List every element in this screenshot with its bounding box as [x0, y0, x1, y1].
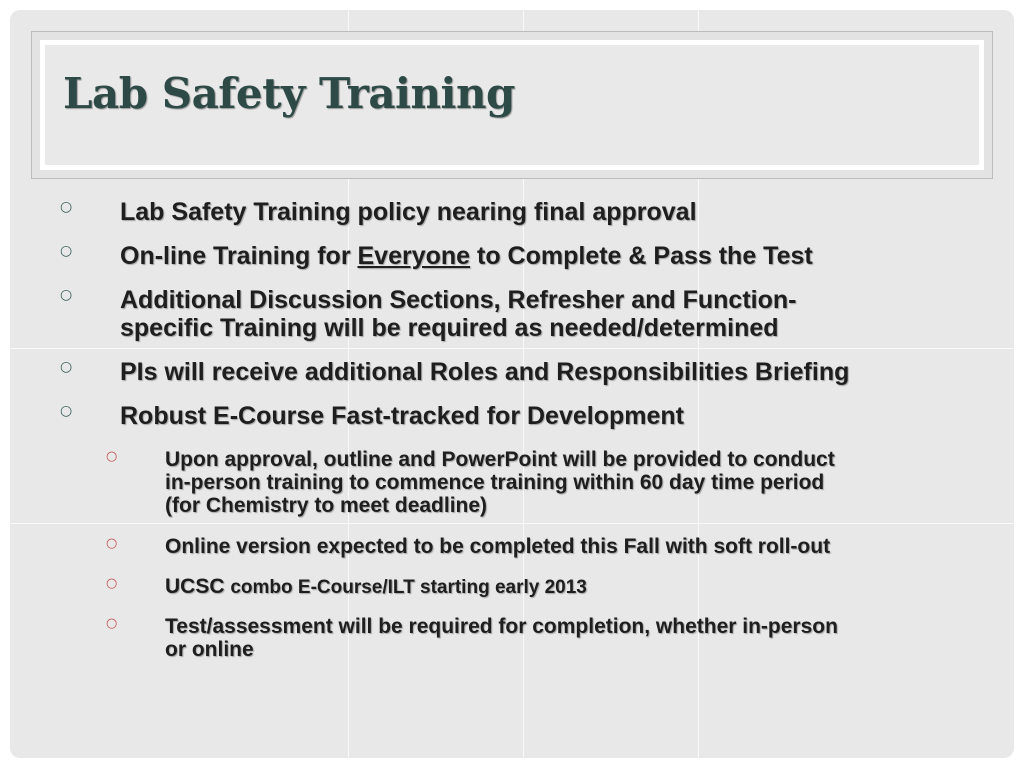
sub-bullet-circle-icon: ○	[106, 449, 118, 464]
bullet-circle-icon: ○	[60, 403, 73, 419]
bullet-item: Additional Discussion Sections, Refresher and Function- specific Training will be required as needed/determined	[120, 286, 797, 342]
bullet-item: Robust E-Course Fast-tracked for Development	[120, 402, 684, 430]
slide	[10, 10, 1014, 758]
sub-bullet-item: Online version expected to be completed this Fall with soft roll-out	[165, 535, 831, 558]
bullet-item: Lab Safety Training policy nearing final approval	[120, 198, 697, 226]
emphasis-text: Everyone	[357, 242, 471, 270]
bullet-list	[10, 10, 1014, 758]
sub-bullet-circle-icon: ○	[106, 576, 118, 591]
sub-bullet-item: Upon approval, outline and PowerPoint will be provided to conduct in-person training to commence training within 60 day time period (for Chemistry to meet deadline)	[165, 448, 835, 517]
sub-bullet-circle-icon: ○	[106, 536, 118, 551]
bullet-circle-icon: ○	[60, 287, 73, 303]
bullet-circle-icon: ○	[60, 199, 73, 215]
bullet-item: On-line Training for Everyone to Complete & Pass the Test	[120, 242, 813, 270]
bullet-circle-icon: ○	[60, 359, 73, 375]
sub-bullet-item: Test/assessment will be required for completion, whether in-person or online	[165, 615, 838, 661]
sub-bullet-circle-icon: ○	[106, 616, 118, 631]
bullet-circle-icon: ○	[60, 243, 73, 259]
bullet-item: PIs will receive additional Roles and Responsibilities Briefing	[120, 358, 850, 386]
sub-bullet-item: UCSC combo E-Course/ILT starting early 2013	[165, 575, 587, 598]
slide-title: Lab Safety Training	[63, 69, 515, 118]
